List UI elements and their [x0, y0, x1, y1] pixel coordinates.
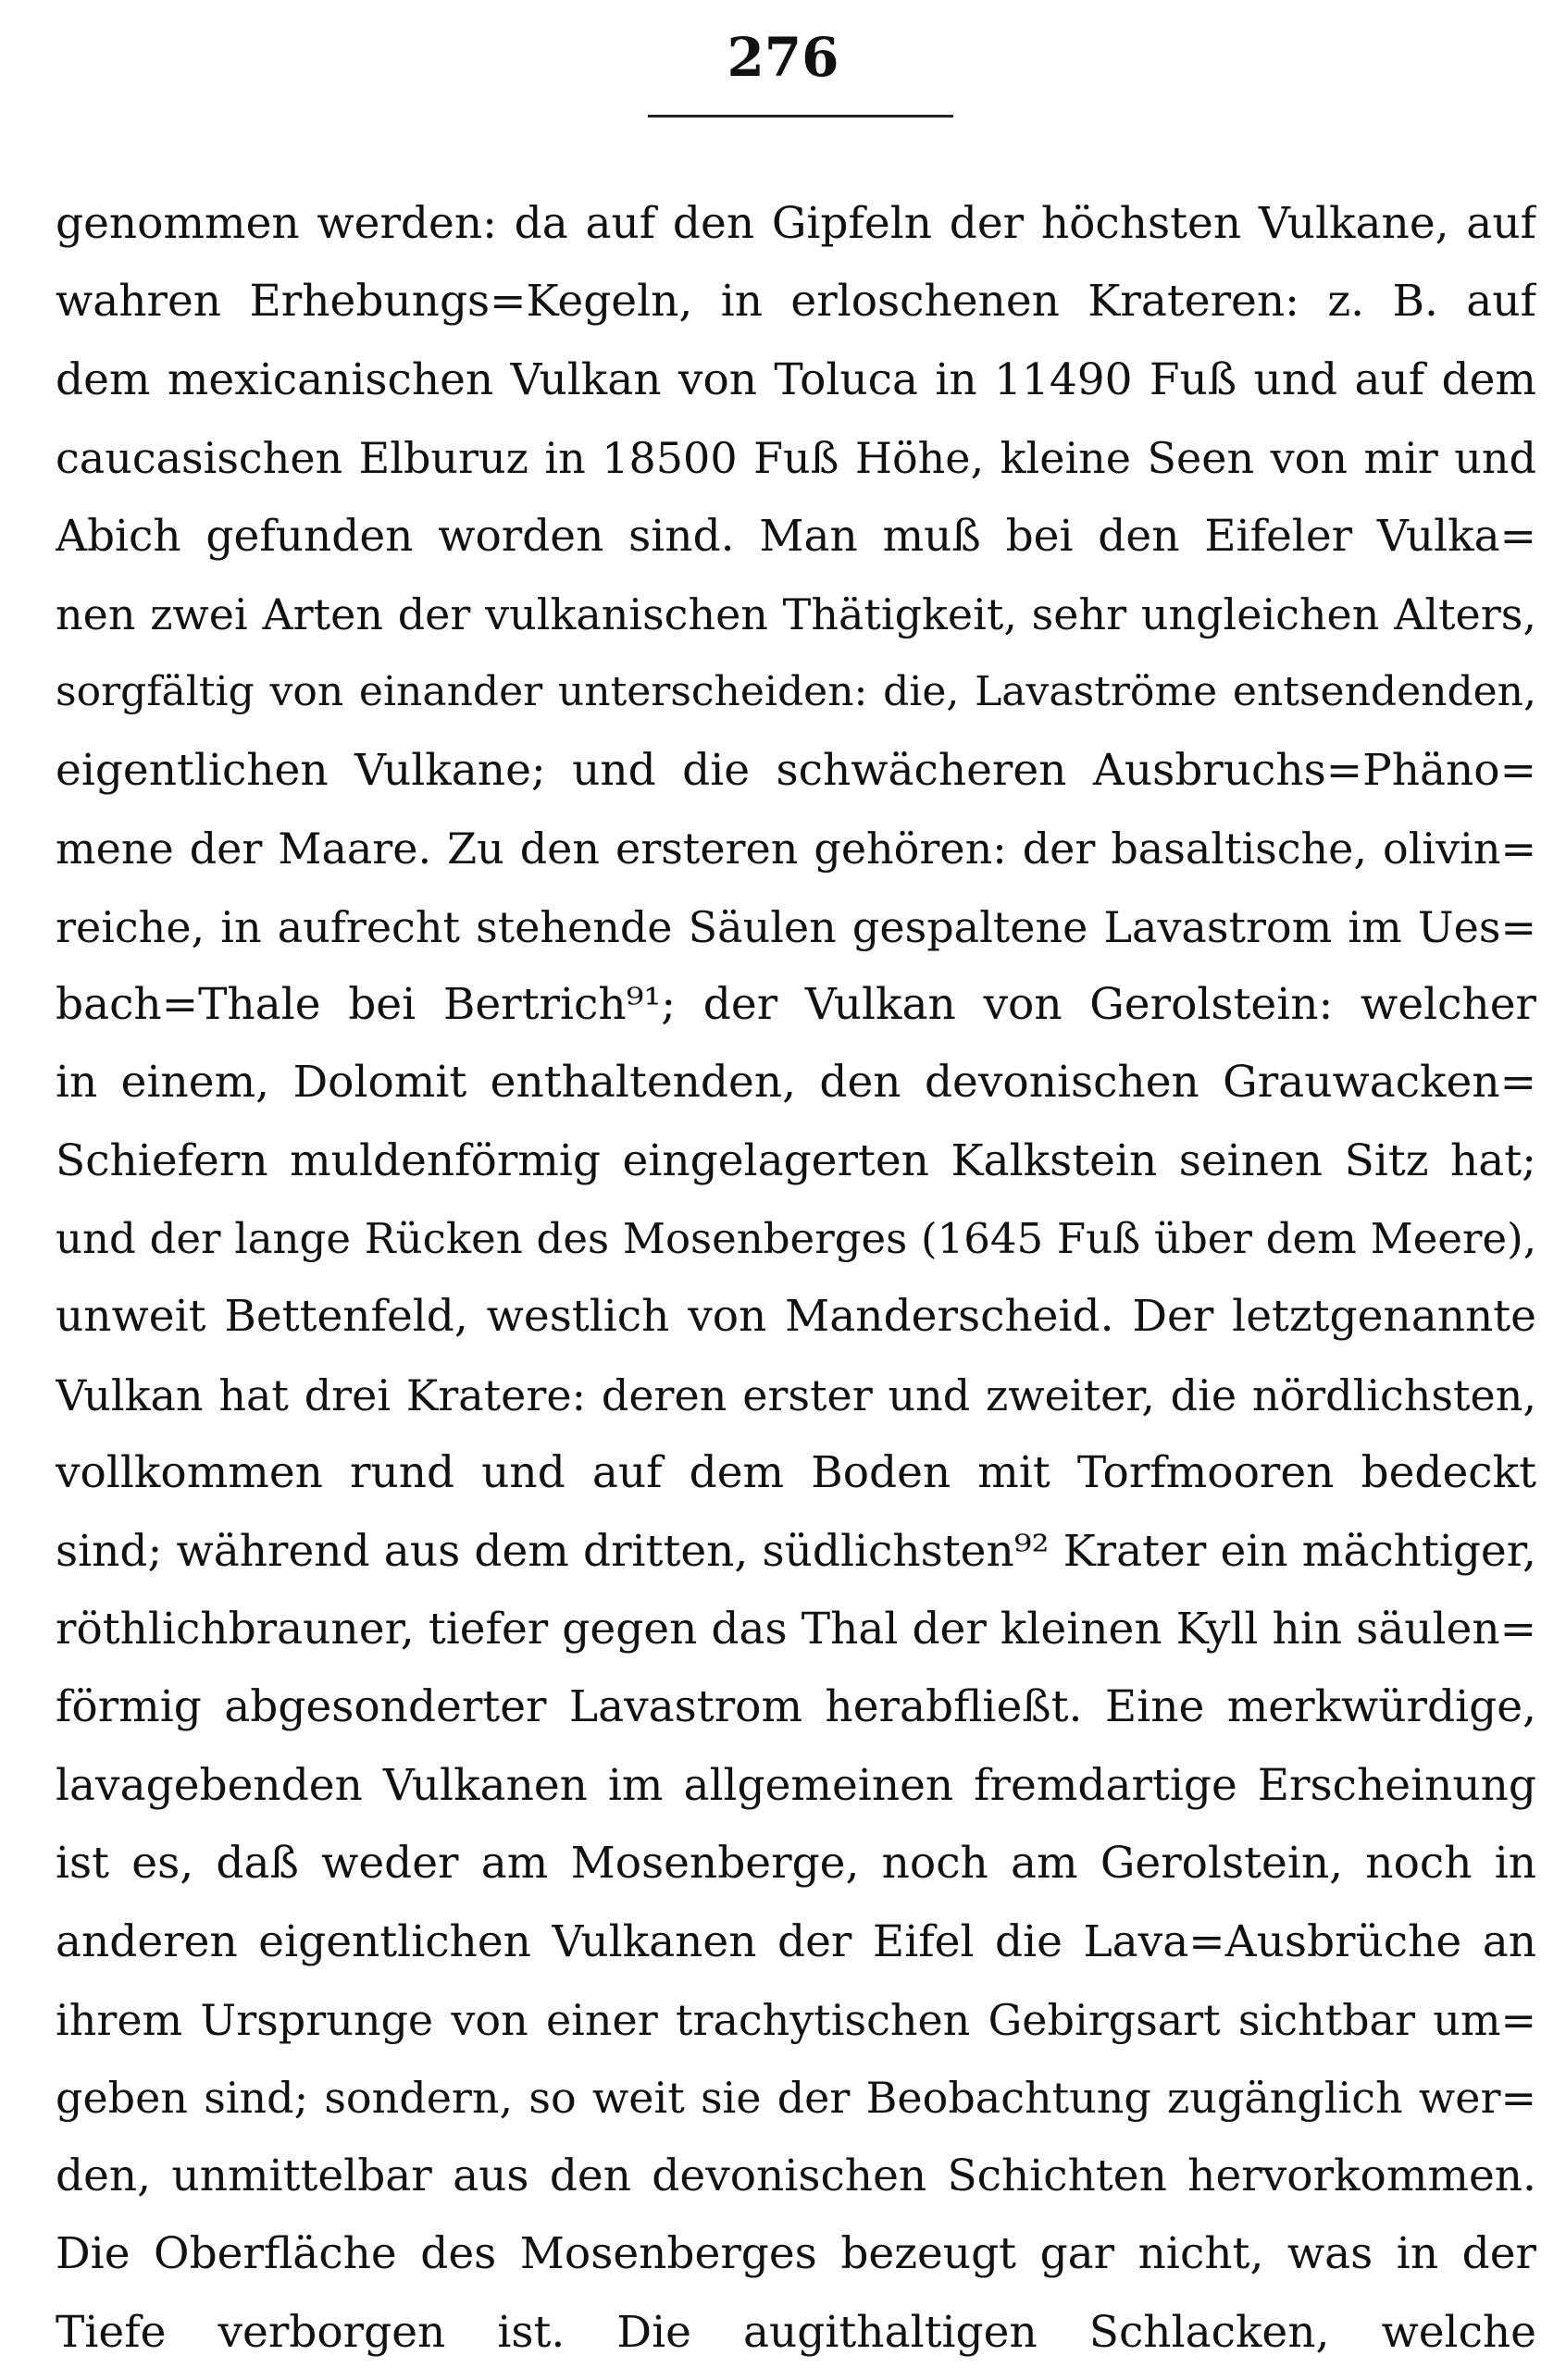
text-line: anderen eigentlichen Vulkanen der Eifel die Lava=Ausbrüche an	[56, 1915, 1536, 1967]
text-line: ist es, daß weder am Mosenberge, noch am Gerolstein, noch in	[56, 1838, 1536, 1890]
text-line: sorgfältig von einander unterscheiden: die, Lavaströme entsendenden,	[56, 668, 1536, 716]
text-line: Tiefe verborgen ist. Die augithaltigen Schlacken, welche	[56, 2306, 1536, 2358]
text-line: Schiefern muldenförmig eingelagerten Kalkstein seinen Sitz hat;	[56, 1134, 1536, 1186]
text-line: reiche, in aufrecht stehende Säulen gespaltene Lavastrom im Ues=	[56, 901, 1536, 952]
text-line: in einem, Dolomit enthaltenden, den devonischen Grauwacken=	[56, 1057, 1536, 1109]
text-line: ihrem Ursprunge von einer trachytischen Gebirgsart sichtbar um=	[56, 1994, 1536, 2045]
body-text	[56, 185, 1536, 2372]
text-line: Abich gefunden worden sind. Man muß bei den Eifeler Vulka=	[56, 510, 1536, 562]
text-line: bach=Thale bei Bertrich⁹¹; der Vulkan von Gerolstein: welcher	[56, 978, 1536, 1030]
text-line: nen zwei Arten der vulkanischen Thätigkeit, sehr ungleichen Alters,	[56, 589, 1536, 639]
text-line: caucasischen Elburuz in 18500 Fuß Höhe, kleine Seen von mir und	[56, 433, 1536, 484]
text-line: vollkommen rund und auf dem Boden mit Torfmooren bedeckt	[56, 1447, 1536, 1499]
text-line: den, unmittelbar aus den devonischen Schichten hervorkommen.	[56, 2150, 1536, 2201]
text-line: genommen werden: da auf den Gipfeln der höchsten Vulkane, auf	[56, 198, 1536, 249]
text-line: förmig abgesonderter Lavastrom herabfließt. Eine merkwürdige,	[56, 1681, 1536, 1733]
text-line: Die Oberfläche des Mosenberges bezeugt gar nicht, was in der	[56, 2228, 1536, 2280]
text-line: röthlichbrauner, tiefer gegen das Thal der kleinen Kyll hin säulen=	[56, 1604, 1536, 1655]
text-line: Vulkan hat drei Kratere: deren erster und zweiter, die nördlichsten,	[56, 1370, 1536, 1420]
text-line: sind; während aus dem dritten, südlichsten⁹² Krater ein mächtiger,	[56, 1525, 1536, 1577]
text-line: und der lange Rücken des Mosenberges (1645 Fuß über dem Meere),	[56, 1214, 1536, 1264]
text-line: geben sind; sondern, so weit sie der Beobachtung zugänglich wer=	[56, 2073, 1536, 2124]
text-line: mene der Maare. Zu den ersteren gehören: der basaltische, olivin=	[56, 824, 1536, 874]
text-line: dem mexicanischen Vulkan von Toluca in 11490 Fuß und auf dem	[56, 353, 1536, 405]
text-line: unweit Bettenfeld, westlich von Manderscheid. Der letztgenannte	[56, 1291, 1536, 1343]
text-line: wahren Erhebungs=Kegeln, in erloschenen Krateren: z. B. auf	[56, 276, 1536, 328]
text-line: lavagebenden Vulkanen im allgemeinen fremdartige Erscheinung	[56, 1759, 1536, 1811]
header-rule	[648, 115, 953, 118]
page-number: 276	[727, 26, 839, 89]
text-line: eigentlichen Vulkane; und die schwächeren Ausbruchs=Phäno=	[56, 744, 1536, 796]
